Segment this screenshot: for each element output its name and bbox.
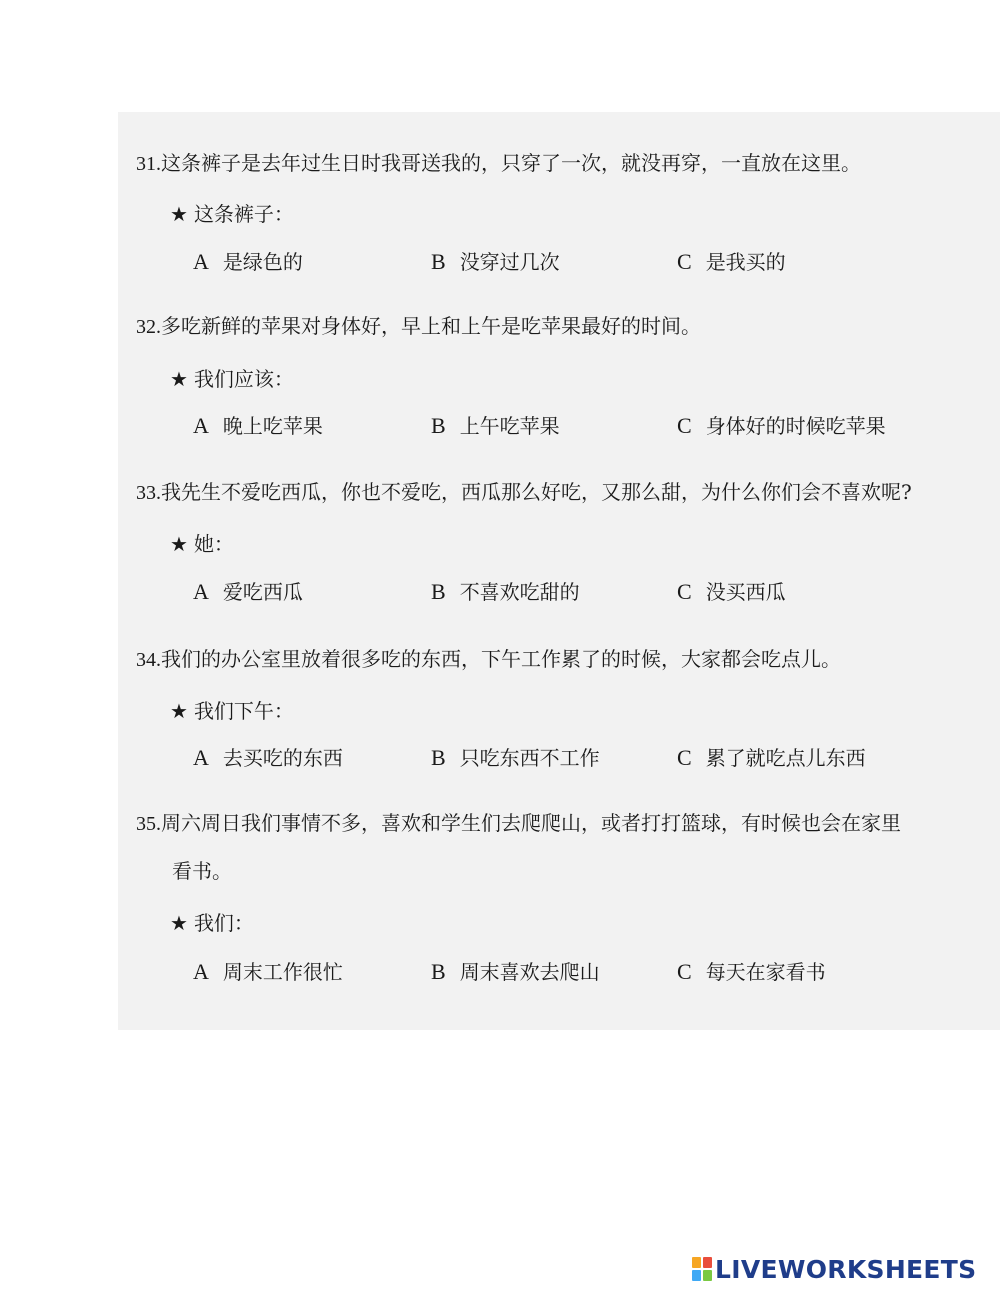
option-a[interactable]: [193, 246, 303, 275]
option-letter: C: [677, 413, 692, 438]
star-icon: ★: [170, 911, 188, 935]
option-text: 是绿色的: [222, 250, 303, 274]
option-text: 没穿过几次: [459, 250, 560, 274]
question-text: [136, 303, 986, 351]
option-letter: B: [431, 579, 446, 604]
option-letter: C: [677, 249, 692, 274]
question-sentence: 我先生不爱吃西瓜，你也不爱吃，西瓜那么好吃，又那么甜，为什么你们会不喜欢呢?: [161, 480, 912, 504]
option-letter: B: [431, 745, 446, 770]
option-a[interactable]: [193, 956, 343, 985]
option-a[interactable]: [193, 742, 343, 771]
option-letter: A: [193, 249, 209, 274]
star-icon: ★: [170, 532, 188, 556]
stem-text: 我们：: [193, 911, 254, 935]
logo-square: [703, 1257, 712, 1268]
option-c[interactable]: [677, 956, 826, 985]
question-sentence: 周六周日我们事情不多，喜欢和学生们去爬爬山，或者打打篮球，有时候也会在家里: [161, 811, 901, 835]
question-sentence: 我们的办公室里放着很多吃的东西，下午工作累了的时候，大家都会吃点儿。: [161, 647, 841, 671]
option-text: 爱吃西瓜: [222, 580, 303, 604]
brand-text: LIVEWORKSHEETS: [715, 1254, 977, 1284]
option-text: 累了就吃点儿东西: [705, 746, 866, 770]
option-c[interactable]: [677, 742, 866, 771]
answer-options: [193, 576, 973, 606]
option-a[interactable]: [193, 576, 303, 605]
question-stem: [170, 363, 294, 392]
question-number: 31.: [136, 153, 161, 175]
question-text: [136, 140, 986, 188]
option-c[interactable]: [677, 576, 786, 605]
question-sentence: 这条裤子是去年过生日时我哥送我的，只穿了一次，就没再穿，一直放在这里。: [161, 151, 861, 175]
question-35: [136, 800, 986, 895]
option-text: 周末喜欢去爬山: [459, 960, 600, 984]
option-letter: A: [193, 745, 209, 770]
answer-options: [193, 410, 973, 440]
option-letter: B: [431, 959, 446, 984]
option-letter: C: [677, 745, 692, 770]
question-32: [136, 303, 986, 351]
question-34: [136, 636, 986, 684]
stem-text: 我们应该：: [193, 367, 294, 391]
question-stem: [170, 528, 234, 557]
option-text: 没买西瓜: [705, 580, 786, 604]
star-icon: ★: [170, 699, 188, 723]
question-31: [136, 140, 986, 188]
logo-square: [703, 1270, 712, 1281]
stem-text: 我们下午：: [193, 699, 294, 723]
option-letter: C: [677, 579, 692, 604]
option-b[interactable]: [431, 742, 600, 771]
option-letter: C: [677, 959, 692, 984]
option-text: 身体好的时候吃苹果: [705, 414, 886, 438]
stem-text: 这条裤子：: [193, 202, 294, 226]
logo-square: [692, 1270, 701, 1281]
question-stem: [170, 695, 294, 724]
option-text: 是我买的: [705, 250, 786, 274]
question-stem: [170, 198, 294, 227]
question-number: 35.: [136, 813, 161, 835]
option-letter: A: [193, 413, 209, 438]
question-text: [136, 800, 986, 895]
option-text: 不喜欢吃甜的: [459, 580, 580, 604]
option-text: 上午吃苹果: [459, 414, 560, 438]
option-b[interactable]: [431, 410, 560, 439]
liveworksheets-watermark: [692, 1254, 976, 1284]
option-a[interactable]: [193, 410, 323, 439]
option-c[interactable]: [677, 246, 786, 275]
option-text: 晚上吃苹果: [222, 414, 323, 438]
answer-options: [193, 246, 973, 276]
question-text: [136, 469, 986, 517]
liveworksheets-logo-icon: [692, 1257, 712, 1281]
option-text: 每天在家看书: [705, 960, 826, 984]
option-b[interactable]: [431, 246, 560, 275]
option-letter: A: [193, 959, 209, 984]
star-icon: ★: [170, 367, 188, 391]
option-c[interactable]: [677, 410, 886, 439]
stem-text: 她：: [193, 532, 234, 556]
option-letter: A: [193, 579, 209, 604]
question-text: [136, 636, 986, 684]
question-33: [136, 469, 986, 517]
option-b[interactable]: [431, 956, 600, 985]
question-continuation: 看书。: [172, 859, 232, 883]
option-b[interactable]: [431, 576, 580, 605]
option-letter: B: [431, 249, 446, 274]
option-text: 周末工作很忙: [222, 960, 343, 984]
option-letter: B: [431, 413, 446, 438]
answer-options: [193, 956, 973, 986]
question-number: 34.: [136, 649, 161, 671]
question-stem: [170, 907, 254, 936]
option-text: 只吃东西不工作: [459, 746, 600, 770]
option-text: 去买吃的东西: [222, 746, 343, 770]
question-number: 33.: [136, 482, 161, 504]
logo-square: [692, 1257, 701, 1268]
answer-options: [193, 742, 973, 772]
star-icon: ★: [170, 202, 188, 226]
question-sentence: 多吃新鲜的苹果对身体好，早上和上午是吃苹果最好的时间。: [161, 314, 701, 338]
question-number: 32.: [136, 316, 161, 338]
